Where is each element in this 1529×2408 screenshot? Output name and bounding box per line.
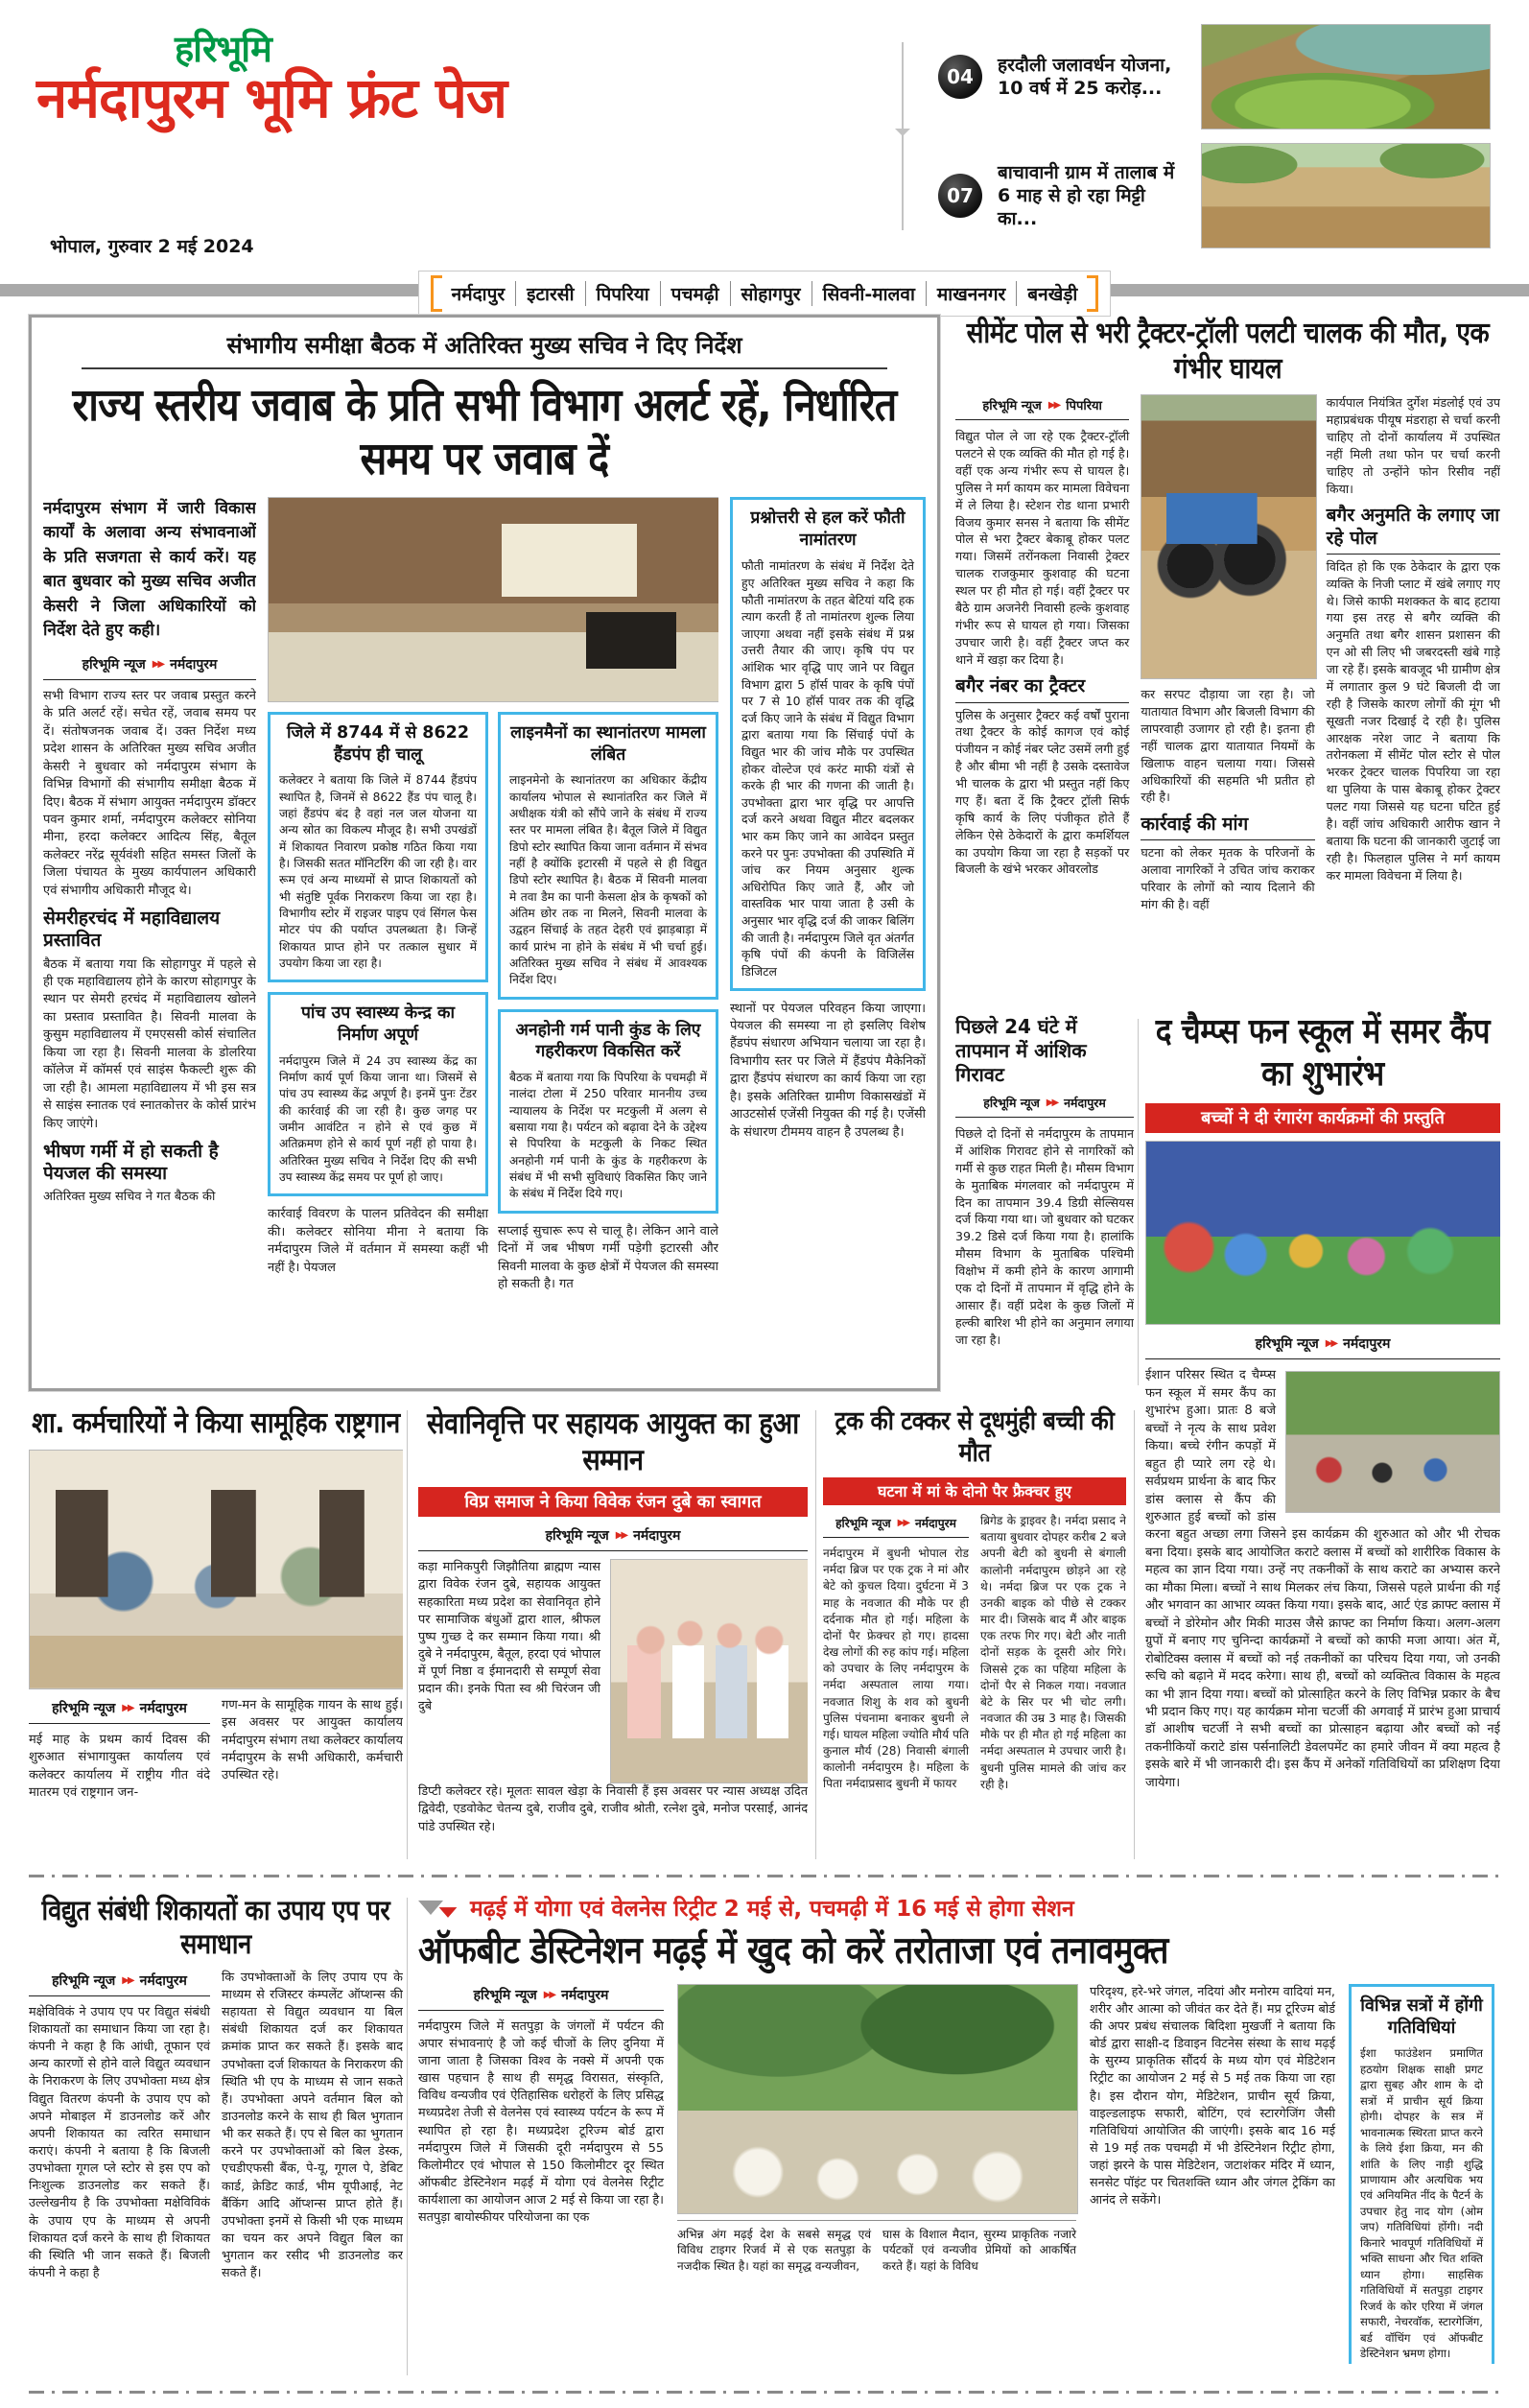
lead-subhead-water-body: अतिरिक्त मुख्य सचिव ने गत बैठक की [43, 1190, 216, 1205]
madhai-body-1: नर्मदापुरम जिले में सतपुड़ा के जंगलों में पर्यटन की अपार संभावनाएं है जो कई चीजों के लिए दुनिया में जाना जाता है जिसका विश्व के नक्से में अपनी एक खास पहचान है साथ ही समृद्ध विरासत, संस्कृति, विविध वन्यजीव एवं ऐतिहासिक धरोहरों के लिए प्रसिद्ध मध्यप्रदेश तेजी से वेलनेस एवं स्वास्थ्य पर्यटन के रूप में स्थापित हो रहा है। मध्यप्रदेश टूरिज्म बोर्ड द्वारा नर्मदापुरम जिले में जिसकी दूरी नर्मदापुरम से 55 किलोमीटर एवं भोपाल से 150 किलोमीटर दूर स्थित ऑफबीट डेस्टिनेशन मढ़ई में योगा एवं वेलनेस रिट्रीट कार्यशाला का आयोजन आज 2 मई से किया जा रहा है। सतपुड़ा बायोस्फीयर परियोजना का एक [418, 2018, 664, 2226]
retirement-body-2: डिप्टी कलेक्टर रहे। मूलतः सावल खेड़ा के निवासी हैं इस अवसर पर न्यास अध्यक्ष उदित द्विवेदी, एडवोकेट चेतन्य दुबे, राजीव दुबे, राजीव श्रोती, रत्नेश दुबे, मनोज परसाई, आनंद पांडे उपस्थित रहे। [418, 1784, 808, 1834]
article-anthem [29, 1405, 403, 1867]
promo-list [819, 17, 1491, 255]
byline-arrows-icon: ▶▶ [1047, 399, 1060, 411]
article-weather [955, 1015, 1134, 1391]
lineman-box-title: लाइनमैनों का स्थानांतरण मामला लंबित [510, 722, 706, 765]
tractor-body-1: विद्युत पोल ले जा रहे एक ट्रैक्टर-ट्रॉली पलटने से एक व्यक्ति की मौत हो गई है। वहीं एक अन्य गंभीर रूप से घायल है। पुलिस ने मर्ग कायम कर मामला विवेचना में ले लिया है। स्टेशन रोड थाना प्रभारी विजय कुमार सनस ने बताया कि सीमेंट पोल से भरा ट्रैक्टर बेकाबू होकर पलट गया। जिसमें तरोंनकला निवासी ट्रेक्टर चालक राजकुमार कुशवाह की घटना स्थल पर ही मौत हो गई। वहीं ट्रैक्टर पर बैठे ग्राम अजनेरी निवासी हल्के कुशवाह गंभीर रूप से घायल हो गया। जिसका उपचार जारी है। वहीं ट्रैक्टर जप्त कर थाने में खड़ा कर दिया है। [955, 429, 1130, 667]
dateline: भोपाल, गुरुवार 2 मई 2024 [50, 236, 254, 257]
byline-brand: हरिभूमि न्यूज [982, 399, 1042, 414]
nav-item-narmadapur[interactable]: नर्मदापुर [451, 284, 506, 305]
byline-place: नर्मदापुरम [1064, 1096, 1106, 1110]
truck-banner: घटना में मां के दोनो पैर फ्रैक्चर हुए [823, 1477, 1126, 1505]
article-upay-app [29, 1892, 403, 2377]
camp-body: ईशान परिसर स्थित द चैम्प्स फन स्कूल में समर कैंप का शुभारंभ हुआ। प्रातः 8 बजे बच्चों ने नृत्य के साथ प्रवेश किया। बच्चे रंगीन कपड़ों में बहुत ही प्यारे लग रहे थे। सर्वप्रथम प्रार्थना के बाद फिर डांस क्लास से कैंप की शुरुआत हुई बच्चों को डांस करना बहुत अच्छा लगा जिसने इस कार्यक्रम की शुरुआत को और भी रोचक बना दिया। इसके बाद आयोजित कराटे क्लास में बच्चों को शारीरिक विकास के महत्व का ज्ञान दिया गया। उन्हें नए तकनीकों के साथ कराटे का अभ्यास करने का मौका मिला। बच्चों ने साथ मिलकर लंच किया, जिससे पहले प्रार्थना की गई और भगवान का आभार व्यक्त किया गया। इसके बाद, आर्ट एंड क्राफ्ट क्लास में बच्चों ने डोरेमोन और मिकी माउस जैसे क्राफ्ट का निर्माण किया। अलग-अलग ग्रुपों में बनाए गए चुनिन्दा कार्यक्रमों ने बच्चों को काफी मजा आया। अंत में, रोबोटिक्स क्लास में बच्चों को नई तकनीकों का परिचय दिया गया, जो उनकी रूचि को बढ़ाने में मदद करेगा। साथ ही, बच्चों को व्यक्तित्व विकास के महत्व का भी ज्ञान दिया गया। बच्चों को प्रोत्साहित करने के लिए विभिन्न प्रकार के बैच भी प्रदान किए गए। यह कार्यक्रम मोना चटर्जी की अगवाई में प्रारंभ हुआ प्राचार्य डॉ आशीष चटर्जी ने सभी बच्चों का प्रोत्साहन बढ़ाया और बच्चों को नई तकनीकियों कराटे डांस पर्सनालिटी डेवलपमेंट का हमारे जीवन में क्या महत्व है इसके बारे में भी जानकारी दी। इस कैंप में अनेकों गतिविधियों का प्रशिक्षण दिया जायेगा। [1145, 1368, 1500, 1790]
byline-arrows-icon: ▶▶ [543, 1989, 555, 2000]
article-lead [29, 315, 940, 1391]
tractor-subhead-number: बगैर नंबर का ट्रैक्टर [955, 675, 1129, 702]
tractor-subhead-poles: बगैर अनुमति के लगाए जा रहे पोल [1327, 505, 1500, 554]
lead-box-grid [268, 712, 718, 1300]
lineman-box [498, 712, 718, 1000]
promo-text: बाचावानी ग्राम में तालाब में 6 माह से हो रहा मिट्टी का... [998, 161, 1175, 230]
tractor-accident-photo [1141, 394, 1316, 679]
weather-headline: पिछले 24 घंटे में तापमान में आंशिक गिरावट [955, 1015, 1087, 1086]
madhai-kicker: मढ़ई में योगा एवं वेलनेस रिट्रीट 2 मई से, पचमढ़ी में 16 मई से होगा सेशन [470, 1897, 1074, 1922]
column-separator [407, 1898, 408, 2375]
anthem-photo [29, 1450, 403, 1689]
earthwork-photo [1201, 143, 1491, 248]
tractor-subhead-number-body: पुलिस के अनुसार ट्रैक्टर कई वर्षों पुराना तथा ट्रैक्टर के कोई कागज एवं कोई पंजीयन न कोई नंबर प्लेट उसमें लगी हुई है और बीमा भी नहीं है उसके दस्तावेज भी चालक के द्वारा भी प्रस्तुत नहीं किए गए हैं। बता दें कि ट्रैक्टर ट्रॉली सिर्फ कृषि कार्य के लिए पंजीकृत होते हैं लेकिन ऐसे ठेकेदारों के द्वारा कमर्शियल का उपयोग किया जा रहा है सड़कों पर बिजली के खंभे भरकर ओवरलोड [955, 707, 1130, 877]
column-separator [1134, 1410, 1135, 1859]
byline-place: नर्मदापुरम [139, 1972, 187, 1989]
anhoni-box-body: बैठक में बताया गया कि पिपरिया के पचमढ़ी में नालंदा टोला में 250 परिवार माननीय उच्च न्यायालय के निर्देश पर मटकुली में अलग से बसाया गया है। पर्यटन को बढ़ावा देने के उद्देश्य से पिपरिया के मटकुली के निकट स्थित अनहोनी गर्म पानी के कुंड के गहरीकरण के संबंध में भी सभी सुविधाएं विकसित किए जाने के संबंध में निर्देश दिये गए। [509, 1071, 707, 1201]
lead-body: सभी विभाग राज्य स्तर पर जवाब प्रस्तुत करने के प्रति अलर्ट रहें। सचेत रहें, जवाब समय पर दें। संतोषजनक जवाब दें। उक्त निर्देश मध्य प्रदेश शासन के अतिरिक्त मुख्य सचिव अजीत केसरी ने बुधवार को नर्मदापुरम संभाग के विभिन्न विभागों की संभागीय समीक्षा बैठक में दिए। बैठक में संभाग आयुक्त नर्मदापुरम डॉक्टर पवन कुमार शर्मा, नर्मदापुरम कलेक्टर सोनिया मीना, हरदा कलेक्टर आदित्य सिंह, बैतूल कलेक्टर नरेंद्र सूर्यवंशी सहित समस्त जिलों के जिला पंचायत के मुख्य कार्यपालन अधिकारी एवं संभागीय अधिकारी मौजूद थे। [43, 688, 256, 898]
nav-item-pipariya[interactable]: पिपरिया [585, 281, 649, 306]
byline-brand: हरिभूमि न्यूज [52, 1972, 116, 1989]
madhai-body-2: परिदृश्य, हरे-भरे जंगल, नदियां और मनोरम वादियां मन, शरीर और आत्मा को जीवंत कर देते हैं। मप्र टूरिज्म बोर्ड की अपर प्रबंध संचालक बिदिशा मुखर्जी ने बताया कि बोर्ड द्वारा साक्षी-द डिवाइन विटनेस संस्था के साथ मढ़ई के सुरम्य प्राकृतिक सौंदर्य के मध्य योग एवं मेडिटेशन रिट्रीट का आयोजन 2 मई से 5 मई तक किया जा रहा है। इस दौरान योग, मेडिटेशन, प्राचीन सूर्य क्रिया, वाइल्डलाइफ सफारी, बोटिंग, एवं स्टारगेजिंग जैसी गतिविधियां आयोजित की जाएंगी। इसके बाद 16 मई से 19 मई तक पचमढ़ी में भी डेस्टिनेशन रिट्रीट होगा, जहां झरने के पास मेडिटेशन, जटाशंकर मंदिर में ध्यान, सनसेट पॉइंट पर चितशक्ति ध्यान और जंगल ट्रेकिंग का आनंद ले सकेंगे। [1090, 1984, 1335, 2208]
byline-arrows-icon: ▶▶ [1046, 1098, 1058, 1108]
byline-brand: हरिभूमि न्यूज [473, 1987, 537, 2003]
lead-col-left [43, 497, 256, 1334]
brand-logo: हरिभूमि [175, 28, 271, 70]
lead-subhead-college-body: बैठक में बताया गया कि सोहागपुर में पहले से ही एक महाविद्यालय होने के कारण सोहागपुर के स्थान पर सेमरी हरचंद में महाविद्यालय खोलने का प्रस्ताव प्रस्तावित है। सिवनी मालवा के कुसुम महाविद्यालय में एमएससी कोर्स संचालित किया जा रहा है। सिवनी मालवा के डोलरिया कॉलेज में कॉमर्स एवं साइंस फैकल्टी शुरू की जा रही है। आमला महाविद्यालय में भी इस सत्र से साइंस स्नातक एवं स्नातकोत्तर के कोर्स प्रारंभ किए जाएंगे। [43, 956, 256, 1131]
madhai-kicker-row [418, 1892, 1500, 1923]
region-navbar [0, 271, 1529, 313]
retirement-body-1: कड़ा मानिकपुरी जिझौतिया ब्राह्मण न्यास द्वारा विवेक रंजन दुबे, सहायक आयुक्त सहकारिता मध्य प्रदेश का सेवानिवृत होने पर सामाजिक बंधुओं द्वारा शाल, श्रीफल पुष्प गुच्छ दे कर सम्मान किया गया। श्री दुबे ने नर्मदापुरम, बैतूल, हरदा एवं भोपाल में पूर्ण निष्ठा व ईमानदारी से सम्पूर्ण सेवा प्रदान की। इनके पिता स्व श्री चिरंजन जी दुबे [418, 1560, 600, 1714]
promo-item-1[interactable] [819, 17, 1491, 136]
bracket-left-icon [431, 275, 442, 312]
byline-place: नर्मदापुरम [170, 656, 218, 673]
lead-content [43, 497, 926, 1334]
anthem-body-1: मई माह के प्रथम कार्य दिवस की शुरुआत संभागायुक्त कार्यालय एवं कलेक्टर कार्यालय में राष्ट्रीय गीत वंदे मातरम एवं राष्ट्रगान जन- [29, 1732, 210, 1800]
byline [1145, 1333, 1500, 1359]
handpump-box-title: जिले में 8744 में से 8622 हैंडपंप ही चालू [286, 722, 470, 765]
health-centre-box [268, 992, 488, 1196]
byline-place: नर्मदापुरम [633, 1528, 681, 1545]
section-divider [29, 1875, 1500, 1877]
fauti-box-body: फौती नामांतरण के संबंध में निर्देश देते हुए अतिरिक्त मुख्य सचिव ने कहा कि फौती नामांतरण के तहत बेटियां यदि हक त्याग करती हैं तो नामांतरण शुल्क लिया जाएगा अथवा नहीं इसके संबंध में प्रश्न उत्तरी तैयार की जाए। कृषि पंप पर आंशिक भार वृद्धि पाए जाने पर विद्युत विभाग द्वारा 5 हॉर्स पावर के कृषि पंपों पर 7 से 10 हॉर्स पावर तक की वृद्धि दर्ज किए जाने के संबंध में विद्युत विभाग द्वारा बताया गया कि सिंचाई पंपों के विद्युत भार की जांच मौके पर उपस्थित होकर वोल्टेज एवं करंट माफी यंत्रों से करके ही भार की गणना की जाती है। उपभोक्ता द्वारा भार वृद्धि पर आपत्ति दर्ज करने अथवा विद्युत मीटर बदलकर भार कम किए जाने का आवेदन प्रस्तुत करने पर पुनः उपभोक्ता की उपस्थिति में जांच कर नियम अनुसार शुल्क अधिरोपित किए जाते हैं, और जो वास्तविक भार पाया जाता है उसी के अनुसार भार वृद्धि दर्ज की जाकर बिलिंग की जाती है। नर्मदापुरम जिले वृत अंतर्गत कृषि पंपों की कंपनी के विजिलेंस डिजिटल [741, 558, 914, 979]
lead-headline: राज्य स्तरीय जवाब के प्रति सभी विभाग अलर्ट रहें, निर्धारित समय पर जवाब दें [72, 379, 897, 486]
lead-tail-1: कार्रवाई विवरण के पालन प्रतिवेदन की समीक्षा की। कलेक्टर सोनिया मीना ने बताया कि नर्मदापुरम जिले में वर्तमान में समस्या कहीं भी नहीं है। पेयजल [268, 1207, 488, 1275]
upay-headline: विद्युत संबंधी शिकायतों का उपाय एप पर समाधान [41, 1894, 390, 1961]
truck-col-1 [823, 1513, 969, 1799]
health-centre-box-body: नर्मदापुरम जिले में 24 उप स्वास्थ्य केंद्र का निर्माण कार्य पूर्ण किया जाना था। जिसमें से पांच उप स्वास्थ्य केंद्र अपूर्ण है। इनमें पुनः टेंडर की कार्रवाई की जा रही है। कुछ जगह पर जमीन आवंटित न होने से एवं कुछ में अतिक्रमण होने से कार्य पूर्ण नहीं हो पाया है। अतिरिक्त मुख्य सचिव ने निर्देश दिए की सभी उप स्वास्थ्य केंद्र समय पर पूर्ण हो जाए। [279, 1053, 477, 1185]
article-summer-camp [1145, 1009, 1500, 1871]
lead-col-right [730, 497, 926, 1334]
anthem-col-1 [29, 1697, 210, 1808]
activities-box [1349, 1984, 1494, 2364]
tractor-subhead-demand: कार्रवाई की मांग [1141, 814, 1314, 840]
byline-brand: हरिभूमि न्यूज [983, 1096, 1040, 1110]
madhai-photo-col [677, 1984, 1076, 2364]
lead-subhead-college: सेमरीहरचंद में महाविद्यालय प्रस्तावित [43, 908, 221, 952]
byline-arrows-icon: ▶▶ [122, 1702, 133, 1713]
fauti-box-title: प्रश्नोत्तरी से हल करें फौती नामांतरण [750, 508, 906, 550]
article-truck [823, 1405, 1126, 1867]
madhai-caption-2: घास के विशाल मैदान, सुरम्य प्राकृतिक नजारे पर्यटकों एवं वन्यजीव प्रेमियों को आकर्षित करते हैं। यहां के विविध [882, 2227, 1076, 2274]
byline-arrows-icon: ▶▶ [122, 1974, 133, 1986]
camp-body-wrap [1145, 1367, 1500, 1798]
byline-brand: हरिभूमि न्यूज [545, 1528, 609, 1545]
handpump-box-body: कलेक्टर ने बताया कि जिले में 8744 हैंडपंप स्थापित है, जिनमें से 8622 हैंड पंप चालू है। जहां हैंडपंप बंद है वहां नल जल योजना या अन्य स्रोत का विकल्प मौजूद है। सभी उपखंडों में शिकायत निवारण प्रकोष्ठ गठित किया गया है। जिसकी सतत मॉनिटरिंग की जा रही है। वार रूम एवं अन्य माध्यमों से प्राप्त शिकायतों को भी संतुष्टि पूर्वक निराकरण किया जा रहा है। विभागीय स्टोर में राइजर पाइप एवं सिंगल फेस मोटर पंप की पर्याप्त उपलब्धता है। जिन्हें शिकायत प्राप्त होने पर तत्काल सुधार में उपयोग किया जा रहा है। [279, 773, 477, 970]
nav-item-seoni-malwa[interactable]: सिवनी-मालवा [812, 281, 915, 306]
byline-place: नर्मदापुरम [915, 1517, 956, 1531]
byline [823, 1513, 969, 1538]
upay-columns [29, 1970, 403, 2289]
camp-headline: द चैम्प्स फन स्कूल में समर कैंप का शुभारंभ [1155, 1012, 1491, 1094]
anthem-col-2 [222, 1697, 403, 1808]
madhai-caption-1: अभिन्न अंग मढ़ई देश के सबसे समृद्ध एवं विविध टाइगर रिजर्व में से एक सतपुड़ा के नजदीक स्थित है। यहां का समृद्ध वन्यजीवन, [677, 2227, 871, 2274]
tractor-subhead-poles-body: विदित हो कि एक ठेकेदार के द्वारा एक व्यक्ति के निजी प्लाट में खंबे लगाए गए थे। जिसे काफी मशक्कत के बाद हटाया गया इस तरह से बगैर व्यक्ति की अनुमति तथा बगैर शासन प्रशासन की एन ओ सी लिए भी जबरदस्ती खंबे गाड़े जा रहे हैं। इसके बावजूद भी ग्रामीण क्षेत्र में लगातार कुल 9 घंटे बिजली दी जा रही है जिसके कारण लोगों की मूंग भी सूखती नजर दिखाई दे रही है। पुलिस आरक्षक नरेश जाट ने बताया कि तरोनकला में सीमेंट पोल स्टोर से पोल भरकर ट्रेक्टर चालक पिपरिया जा रहा था पुलिया के पास बेकाबू होकर ट्रेक्टर पलट गया जिससे यह घटना घटित हुई है। वहीं जांच अधिकारी आरीफ खान ने बताया कि घटना की जानकारी जुटाई जा रही है। फिलहाल पुलिस ने मर्ग कायम कर मामला विवेचना में लिया है। [1326, 558, 1500, 883]
byline-place: नर्मदापुरम [139, 1700, 187, 1716]
section-divider [29, 2391, 1500, 2394]
upay-col-1 [29, 1970, 210, 2289]
promo-page-badge: 04 [938, 55, 982, 99]
lead-intro: नर्मदापुरम संभाग में जारी विकास कार्यों के अलावा अन्य संभावनाओं के प्रति सजगता से कार्य करें। यह बात बुधवार को मुख्य सचिव अजीत केसरी ने जिला अधिकारियों को निर्देश देते हुए कही। [43, 498, 256, 641]
felicitation-photo [610, 1559, 808, 1783]
article-retirement [418, 1405, 808, 1867]
byline-place: नर्मदापुरम [1343, 1336, 1391, 1353]
column-separator [815, 1410, 816, 1859]
truck-body-2: ब्रिगेड के ड्राइवर है। नर्मदा प्रसाद ने बताया बुधवार दोपहर करीब 2 बजे अपनी बेटी को बुधनी से बंगाली कालोनी नर्मदापुरम छोड़ने आ रहे थे। नर्मदा ब्रिज पर एक ट्रक ने उनकी बाइक को पीछे से टक्कर मार दी। जिसके बाद मैं और बाइक एक तरफ गिर गए। बेटी और नाती दोनों सड़क के दूसरी ओर गिरे। जिससे ट्रक का पहिया महिला के दोनों पैर से निकल गया। नवजात बेटे के सिर पर भी चोट लगी। नवजात की उम्र 3 माह है। जिसकी मौके पर ही मौत हो गई महिला का नर्मदा अस्पताल मे उपचार जारी है। बुधनी पुलिस मामले की जांच कर रही है। [980, 1514, 1126, 1791]
weather-body: पिछले दो दिनों से नर्मदापुरम के तापमान में आंशिक गिरावट होने से नागरिकों को गर्मी से कुछ राहत मिली है। मौसम विभाग के मुताबिक मंगलवार को नर्मदापुरम में दिन का तापमान 39.4 डिग्री सेल्सियस दर्ज किया गया था। जो बुधवार को घटकर 39.2 डिसे दर्ज किया गया है। हालांकि मौसम विभाग के मुताबिक पश्चिमी विक्षोभ में कमी होने के कारण आगामी एक दो दिनों में तापमान में वृद्धि होने के आसार हैं। वहीं प्रदेश के कुछ जिलों में हल्की बारिश भी होने का अनुमान लगाया जा रहा है। [955, 1126, 1134, 1347]
byline [418, 1984, 664, 2011]
retirement-row [418, 1559, 808, 1783]
lead-subhead-water: भीषण गर्मी में हो सकती है पेयजल की समस्या [43, 1141, 219, 1185]
lead-col-mid [268, 497, 718, 1334]
madhai-captions [677, 2220, 1076, 2275]
tractor-columns [955, 394, 1500, 960]
byline [29, 1970, 210, 1996]
retirement-banner: विप्र समाज ने किया विवेक रंजन दुबे का स्वागत [418, 1487, 808, 1518]
byline [955, 1093, 1134, 1118]
upay-body-2: कि उपभोक्ताओं के लिए उपाय एप के माध्यम से रजिस्टर कंम्पलेंट ऑप्शन्स की सहायता से विद्युत व्यवधान या बिल संबंधी शिकायत दर्ज कर शिकायत क्रमांक प्राप्त कर सकते हैं। इसके बाद उपभोक्ता दर्ज शिकायत के निराकरण की स्थिति भी एप के माध्यम से जान सकते हैं। उपभोक्ता अपने वर्तमान बिल को डाउनलोड करने के साथ ही बिल भुगतान भी कर सकते हैं। एप से बिल का भुगतान करने पर उपभोक्ताओं को बिल डेस्क, एचडीएफसी बैंक, पे-यू, गूगल पे, डेबिट कार्ड, क्रेडिट कार्ड, भीम यूपीआई, नेट बैंकिंग आदि ऑप्शन्स प्राप्त होते हैं। उपभोक्ता इनमें से किसी भी एक माध्यम का चयन कर अपने विद्युत बिल का भुगतान कर रसीद भी डाउनलोड कर सकते हैं। [222, 1970, 403, 2281]
anhoni-box-title: अनहोनी गर्म पानी कुंड के लिए गहरीकरण विकसित करें [515, 1020, 701, 1062]
lead-tail-2: सप्लाई सुचारू रूप से चालू है। लेकिन आने वाले दिनों में जब भीषण गर्मी पड़ेगी इटारसी और सिवनी मालवा के कुछ क्षेत्रों में पेयजल की समस्या हो सकती है। गत [498, 1223, 718, 1292]
madhai-headline: ऑफबीट डेस्टिनेशन मढ़ई में खुद को करें तरोताजा एवं तनावमुक्त [418, 1929, 1168, 1972]
nav-item-pachmarhi[interactable]: पचमढ़ी [660, 281, 719, 306]
promo-item-2[interactable] [819, 136, 1491, 255]
byline-arrows-icon: ▶▶ [1325, 1338, 1337, 1350]
truck-columns [823, 1513, 1126, 1799]
truck-body-1: नर्मदापुरम में बुधनी भोपाल रोड नर्मदा ब्रिज पर एक ट्रक ने मां और बेटे को कुचल दिया। दुर्घटना में 3 माह के नवजात की मौके पर ही दर्दनाक मौत हो गई। महिला के दोनों पैर फ्रेक्चर हो गए। हादसा देख लोगों की रुह कांप गई। महिला को उपचार के लिए नर्मदापुरम के नर्मदा अस्पताल लाया गया। नवजात शिशु के शव को बुधनी पुलिस पंचनामा बनाकर बुधनी ले गई। घायल महिला ज्योति मौर्य पति कुनाल मौर्य (28) निवासी बंगाली कालोनी नर्मदापुरम है। महिला के पिता नर्मदाप्रसाद बुधनी में फायर [823, 1546, 969, 1791]
lead-box-col-1 [268, 712, 488, 1300]
health-centre-box-title: पांच उप स्वास्थ्य केन्द्र का निर्माण अपूर्ण [300, 1003, 456, 1045]
yoga-retreat-photo [677, 1984, 1078, 2214]
byline-arrows-icon: ▶▶ [897, 1518, 909, 1529]
byline-place: नर्मदापुरम [561, 1987, 609, 2003]
anthem-headline: शा. कर्मचारियों ने किया सामूहिक राष्ट्रगान [32, 1406, 400, 1440]
camp-banner: बच्चों ने दी रंगारंग कार्यक्रमों की प्रस्तुति [1145, 1103, 1500, 1134]
anthem-body-2: गण-मन के सामूहिक गायन के साथ हुई। इस अवसर पर आयुक्त कार्यालय नर्मदापुरम संभाग तथा कलेक्टर कार्यालय नर्मदापुरम के सभी अधिकारी, कर्मचारी उपस्थित रहे। [222, 1697, 403, 1783]
byline-place: पिपरिया [1066, 399, 1102, 414]
byline-arrows-icon: ▶▶ [615, 1530, 627, 1542]
byline [43, 653, 256, 680]
nav-item-sohagpur[interactable]: सोहागपुर [730, 281, 801, 306]
column-separator [407, 1410, 408, 1859]
activities-box-title: विभिन्न सत्रों में होंगी गतिविधियां [1360, 1995, 1483, 2038]
byline [29, 1697, 210, 1724]
tractor-body-2: कर सरपट दौड़ाया जा रहा है। जो यातायात विभाग और बिजली विभाग की लापरवाही उजागर हो रही है। इतना ही नहीं चालक द्वारा यातायात नियमों के खिलाफ वाहन चलाया गया। जिससे अधिकारियों की सहमति भी प्रतीत हो रही है। [1141, 687, 1315, 805]
tractor-headline: सीमेंट पोल से भरी ट्रैक्टर-ट्रॉली पलटी चालक की मौत, एक गंभीर घायल [966, 317, 1490, 386]
review-meeting-photo [268, 497, 718, 702]
upay-col-2 [222, 1970, 403, 2289]
column-separator [1138, 1019, 1139, 1385]
masthead-title: नर्मदापुरम भूमि फ्रंट पेज [36, 65, 507, 130]
tractor-subhead-demand-body: घटना को लेकर मृतक के परिजनों के अलावा नागरिकों ने उचित जांच कराकर परिवार के लोगों को न्याय दिलाने की मांग की है। वहीं [1141, 845, 1315, 912]
chevron-down-icon [439, 1907, 458, 1918]
byline-arrows-icon: ▶▶ [152, 658, 164, 670]
byline-brand: हरिभूमि न्यूज [52, 1700, 116, 1716]
fauti-box [730, 497, 926, 991]
truck-headline: ट्रक की टक्कर से दूधमुंही बच्ची की मौत [835, 1406, 1115, 1468]
truck-col-2 [980, 1513, 1126, 1799]
byline-brand: हरिभूमि न्यूज [82, 656, 146, 673]
summer-camp-photo [1145, 1141, 1500, 1325]
lead-kicker: संभागीय समीक्षा बैठक में अतिरिक्त मुख्य सचिव ने दिए निर्देश [82, 329, 887, 369]
anthem-columns [29, 1697, 403, 1808]
nav-item-bankhedi[interactable]: बनखेड़ी [1016, 281, 1077, 306]
byline-brand: हरिभूमि न्यूज [835, 1517, 891, 1531]
article-madhai-retreat [418, 1892, 1500, 2383]
madhai-col-1 [418, 1984, 664, 2364]
lineman-box-body: लाइनमेनो के स्थानांतरण का अधिकार केंद्रीय कार्यालय भोपाल से स्थानांतरित कर जिले में अधीक्षक यंत्री को सौंपे जाने के संबंध में राज्य स्तर पर मामला लंबित है। बैतूल जिले में विद्युत डिपो स्टोर स्थापित किया जाना वर्तमान में संभव नहीं है क्योंकि इटारसी में पहले से ही विद्युत डिपो स्टोर स्थापित है। बैठक में सिवनी मालवा मे तवा डैम का पानी केसला क्षेत्र के कृषकों को अंतिम छोर तक ना मिलने, सिवनी मालवा के उद्वहन सिंचाई के तहत देहरी एवं झाड़बाड़ा में कार्य प्रारंभ ना होने के संबंध में भी चर्चा हुई। अतिरिक्त मुख्य सचिव ने संबंध में आवश्यक निर्देश दिए। [509, 773, 707, 987]
pond-photo [1201, 24, 1491, 130]
upay-body-1: मक्षेविविकं ने उपाय एप पर विद्युत संबंधी शिकायतों का समाधान किया जा रहा है। कंपनी ने कहा है कि आंधी, तूफान एवं अन्य कारणों से होने वाले विद्युत व्यवधान के निराकरण के लिए उपभोक्ता मध्य क्षेत्र विद्युत वितरण कंपनी के उपाय एप को अपने मोबाइल में डाउनलोड करें और अपनी शिकायत का त्वरित समाधान कराएं। कंपनी ने बताया है कि बिजली उपभोक्ता गूगल प्ले स्टोर से इस एप को निःशुल्क डाउनलोड कर सकते हैं। उल्लेखनीय है कि उपभोक्ता मक्षेविविकं के उपाय एप के माध्यम से अपनी शिकायत दर्ज करने के साथ ही शिकायत की स्थिति भी जान सकते हैं। बिजली कंपनी ने कहा है [29, 2004, 210, 2281]
tractor-col-3 [1327, 394, 1500, 960]
activities-box-body: ईशा फाउंडेशन प्रमाणित हठयोग शिक्षक साक्षी प्रगट द्वारा सुबह और शाम के दो सत्रों में प्राचीन सूर्य क्रिया होगी। दोपहर के सत्र में भावनात्मक स्थिरता प्राप्त करने के लिये ईशा क्रिया, मन की शांति के लिए नाड़ी शुद्धि प्राणायाम और अत्यधिक भय एवं अनियमित नींद के पैटर्न के उपचार हेतु नाद योग (ओम जप) गतिविधियां होंगी। नदी किनारे भावपूर्ण गतिविधियों में भक्ति साधना और चित शक्ति ध्यान होगा। साहसिक गतिविधियों में सतपुड़ा टाइगर रिजर्व के कोर एरिया में जंगल सफारी, नेचरवॉक, स्टारगेजिंग, बर्ड वॉचिंग एवं ऑफबीट डेस्टिनेशन भ्रमण होगा। [1360, 2046, 1483, 2360]
nav-item-itarsi[interactable]: इटारसी [515, 281, 574, 306]
tractor-col-1 [955, 394, 1129, 960]
byline [955, 394, 1129, 420]
region-nav [418, 271, 1112, 317]
lead-box-col-2 [498, 712, 718, 1300]
tractor-body-3: कार्यपाल नियंत्रित दुर्गेश मंडलोई एवं उप महाप्रबंधक पीयूष मंडराहा से चर्चा करनी चाहिए तो दोनों कार्यालय में उपस्थित नहीं मिली तथा फोन पर चर्चा करनी चाहिए तो उन्होंने फोन रिसीव नहीं किया। [1326, 395, 1500, 496]
article-tractor [955, 315, 1500, 1002]
promo-page-badge: 07 [938, 174, 982, 218]
anhoni-box [498, 1009, 718, 1214]
byline [418, 1524, 808, 1551]
promo-text: हरदौली जलावर्धन योजना, 10 वर्ष में 25 करोड़... [998, 54, 1172, 99]
retirement-headline: सेवानिवृत्ति पर सहायक आयुक्त का हुआ सम्मान [427, 1406, 799, 1477]
lead-tail-3: स्थानों पर पेयजल परिवहन किया जाएगा। पेयजल की समस्या ना हो इसलिए विशेष हैंडपंप संधारण अभियान चलाया जा रहा है। विभागीय स्तर पर जिले में हैंडपंप मैकेनिकों द्वारा हैंडपंप संधारण का कार्य किया जा रहा है। इसके अतिरिक्त ग्रामीण विकासखंडों में आउटसोर्स एजेंसी नियुक्त की गई है। एजेंसी के संधारण टीममय वाहन है उपलब्ध है। [730, 1001, 926, 1140]
byline-brand: हरिभूमि न्यूज [1255, 1336, 1319, 1353]
handpump-box [268, 712, 488, 982]
madhai-columns [418, 1984, 1500, 2364]
camp-activity-photo [1285, 1371, 1500, 1513]
bracket-right-icon [1087, 275, 1098, 312]
tractor-col-2 [1141, 394, 1314, 960]
nav-item-makhannagar[interactable]: माखननगर [926, 281, 1005, 306]
